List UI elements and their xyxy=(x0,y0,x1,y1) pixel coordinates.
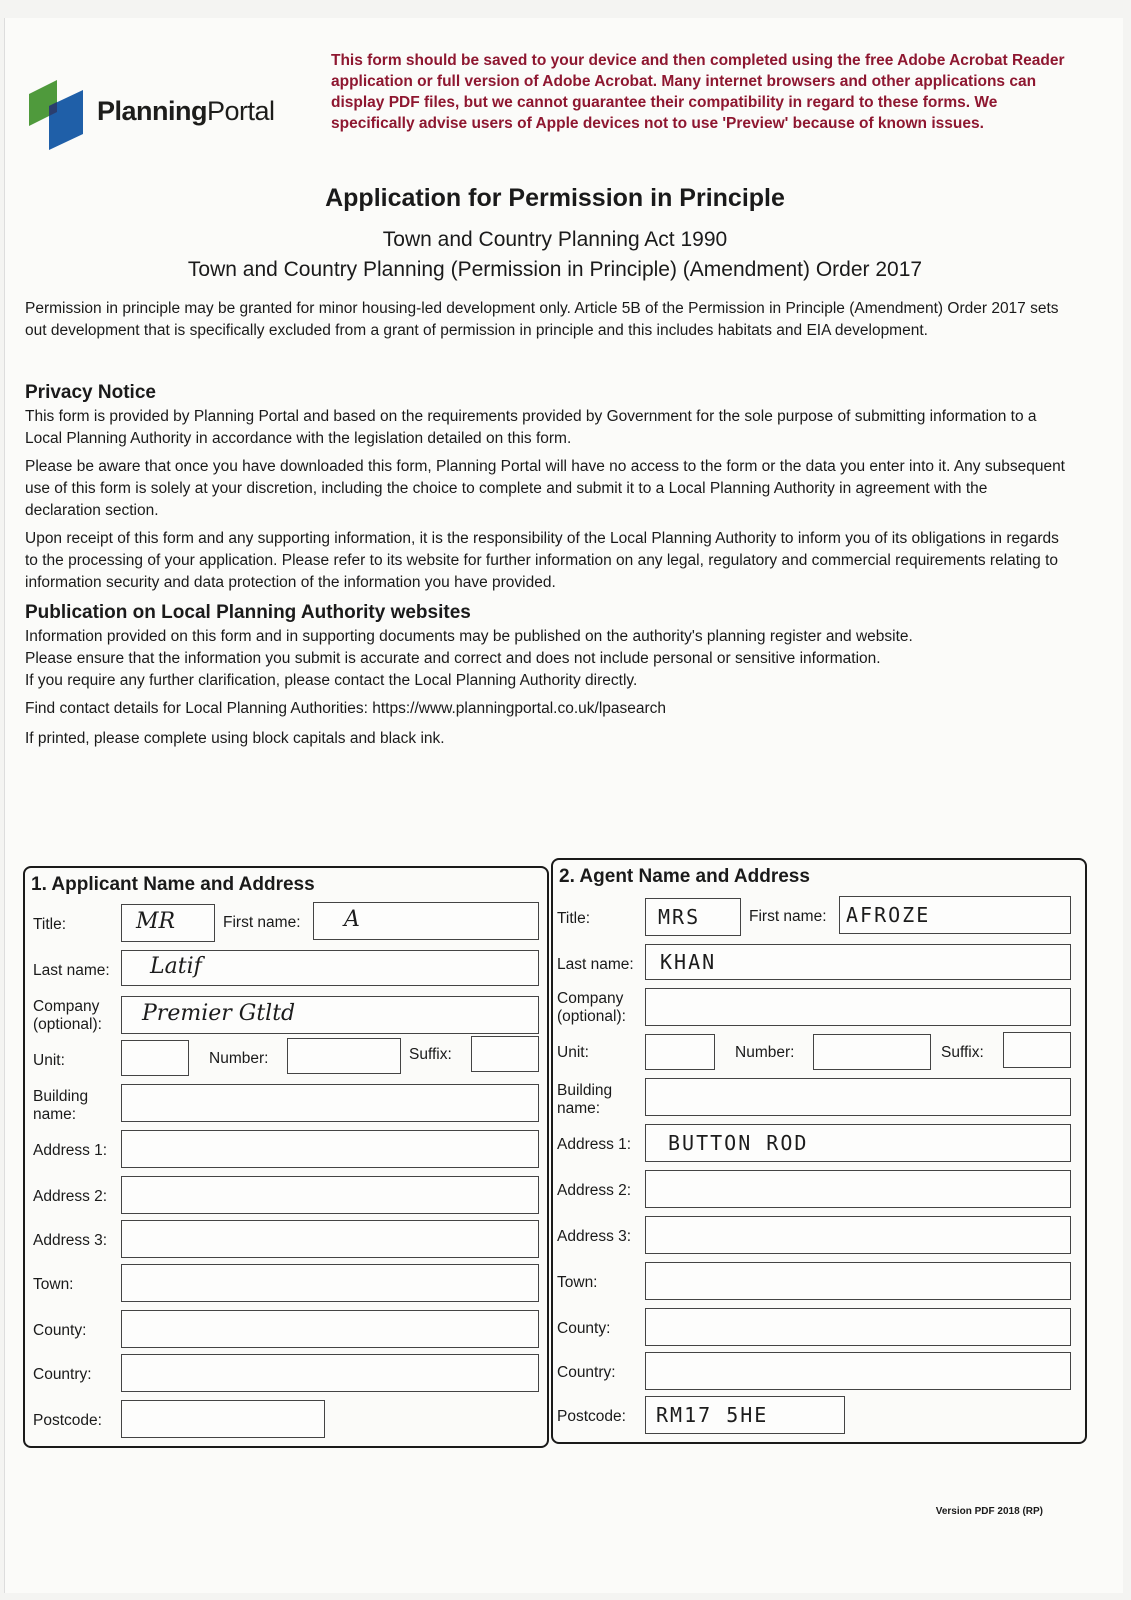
applicant-last-name-label: Last name: xyxy=(33,962,110,979)
applicant-company-label: Company (optional): xyxy=(33,998,102,1033)
applicant-address3-field[interactable] xyxy=(121,1220,539,1258)
privacy-p3: Upon receipt of this form and any supporting information, it is the responsibility of the Local Planning Authority to inform you of its obligations in regards to the processing of your application. Please refer to its website for further information on any legal, regulatory and commercial requirements relating to information security and data protection of the information you have provided. xyxy=(25,530,1059,591)
agent-title-field[interactable] xyxy=(645,898,741,936)
agent-last-name-label: Last name: xyxy=(557,956,634,973)
agent-county-label: County: xyxy=(557,1320,611,1337)
intro-text: Permission in principle may be granted for minor housing-led development only. Article 5B of the Permission in Principle (Amendment) Order 2017 sets out development that is specifically excluded from a grant of permission in principle and this includes habitats and EIA development. xyxy=(25,300,1059,339)
agent-building-label: Building name: xyxy=(557,1082,613,1117)
agent-postcode-field[interactable] xyxy=(645,1396,845,1434)
privacy-heading: Privacy Notice xyxy=(25,382,156,403)
applicant-suffix-label: Suffix: xyxy=(409,1046,452,1063)
applicant-address2-label: Address 2: xyxy=(33,1188,108,1205)
agent-county-field[interactable] xyxy=(645,1308,1071,1346)
applicant-address3-label: Address 3: xyxy=(33,1232,108,1249)
agent-unit-field[interactable] xyxy=(645,1034,715,1070)
publication-heading: Publication on Local Planning Authority websites xyxy=(25,602,471,623)
applicant-postcode-label: Postcode: xyxy=(33,1412,102,1429)
agent-building-field[interactable] xyxy=(645,1078,1071,1116)
applicant-last-name-field[interactable] xyxy=(121,950,539,986)
applicant-town-label: Town: xyxy=(33,1276,74,1293)
applicant-company-value: Premier Gtltd xyxy=(142,1001,296,1026)
agent-last-name-field[interactable] xyxy=(645,944,1071,980)
agent-address1-value: BUTTON ROD xyxy=(668,1131,809,1155)
agent-last-name-value: KHAN xyxy=(660,950,717,974)
applicant-country-field[interactable] xyxy=(121,1354,539,1392)
applicant-unit-label: Unit: xyxy=(33,1052,65,1069)
applicant-title-value: MR xyxy=(136,909,176,934)
publication-p4: Find contact details for Local Planning Authorities: https://www.planningportal.co.uk/lpasearch xyxy=(25,700,667,717)
agent-address3-label: Address 3: xyxy=(557,1228,632,1245)
applicant-last-name-value: Latif xyxy=(150,954,202,979)
applicant-address1-field[interactable] xyxy=(121,1130,539,1168)
agent-first-name-value: AFROZE xyxy=(846,903,931,927)
agent-suffix-field[interactable] xyxy=(1003,1032,1071,1068)
applicant-address1-label: Address 1: xyxy=(33,1142,108,1159)
applicant-number-field[interactable] xyxy=(287,1038,401,1074)
applicant-first-name-field[interactable] xyxy=(313,902,539,940)
agent-address2-field[interactable] xyxy=(645,1170,1071,1208)
logo-mark-icon xyxy=(27,78,91,158)
publication-p5: If printed, please complete using block capitals and black ink. xyxy=(25,730,445,747)
applicant-number-label: Number: xyxy=(209,1050,269,1067)
applicant-section xyxy=(23,866,549,1448)
agent-title-value: MRS xyxy=(658,905,701,929)
agent-town-field[interactable] xyxy=(645,1262,1071,1300)
applicant-company-field[interactable] xyxy=(121,996,539,1034)
applicant-heading: 1. Applicant Name and Address xyxy=(31,874,315,895)
applicant-title-label: Title: xyxy=(33,916,67,933)
agent-unit-label: Unit: xyxy=(557,1044,589,1061)
applicant-town-field[interactable] xyxy=(121,1264,539,1302)
page-title: Application for Permission in Principle xyxy=(325,184,785,212)
agent-section xyxy=(551,858,1087,1444)
agent-country-field[interactable] xyxy=(645,1352,1071,1390)
agent-first-name-field[interactable] xyxy=(839,896,1071,934)
applicant-county-label: County: xyxy=(33,1322,87,1339)
planning-portal-logo xyxy=(27,78,317,168)
agent-number-label: Number: xyxy=(735,1044,795,1061)
agent-suffix-label: Suffix: xyxy=(941,1044,984,1061)
agent-postcode-value: RM17 5HE xyxy=(656,1403,769,1427)
publication-p3: If you require any further clarification, please contact the Local Planning Authority directly. xyxy=(25,672,638,689)
publication-p1: Information provided on this form and in supporting documents may be published on the authority's planning register and website. xyxy=(25,628,913,645)
agent-first-name-label: First name: xyxy=(749,908,827,925)
logo-text: PlanningPortal xyxy=(97,96,275,126)
applicant-title-field[interactable] xyxy=(121,904,215,942)
agent-title-label: Title: xyxy=(557,910,591,927)
privacy-p1: This form is provided by Planning Portal and based on the requirements provided by Government for the sole purpose of submitting information to a Local Planning Authority in accordance with the legislation detailed on this form. xyxy=(25,408,1037,447)
publication-p2: Please ensure that the information you submit is accurate and correct and does not include personal or sensitive information. xyxy=(25,650,881,667)
applicant-first-name-label: First name: xyxy=(223,914,301,931)
agent-postcode-label: Postcode: xyxy=(557,1408,626,1425)
agent-number-field[interactable] xyxy=(813,1034,931,1070)
applicant-postcode-field[interactable] xyxy=(121,1400,325,1438)
form-page xyxy=(4,18,1123,1593)
applicant-building-label: Building name: xyxy=(33,1088,89,1123)
agent-town-label: Town: xyxy=(557,1274,598,1291)
privacy-p2: Please be aware that once you have downloaded this form, Planning Portal will have no access to the form or the data you enter into it. Any subsequent use of this form is solely at your discretion, including the choice to complete and submit it to a Local Planning Authority in agreement with the declaration section. xyxy=(25,458,1065,519)
agent-address3-field[interactable] xyxy=(645,1216,1071,1254)
agent-company-label: Company (optional): xyxy=(557,990,626,1025)
applicant-address2-field[interactable] xyxy=(121,1176,539,1214)
order-subtitle: Town and Country Planning (Permission in Principle) (Amendment) Order 2017 xyxy=(187,258,923,281)
applicant-first-name-value: A xyxy=(344,907,360,932)
applicant-building-field[interactable] xyxy=(121,1084,539,1122)
applicant-county-field[interactable] xyxy=(121,1310,539,1348)
browser-notice: This form should be saved to your device and then completed using the free Adobe Acrobat Reader application or full version of Adobe Acrobat. Many internet browsers and other applications can display PDF files, but we cannot guarantee their compatibility in regard to these forms. We specifically advise users of Apple devices not to use 'Preview' because of known issues. xyxy=(331,52,1065,132)
applicant-unit-field[interactable] xyxy=(121,1040,189,1076)
agent-address1-field[interactable] xyxy=(645,1124,1071,1162)
agent-address1-label: Address 1: xyxy=(557,1136,632,1153)
version-label: Version PDF 2018 (RP) xyxy=(935,1506,1043,1517)
agent-address2-label: Address 2: xyxy=(557,1182,632,1199)
applicant-country-label: Country: xyxy=(33,1366,92,1383)
agent-heading: 2. Agent Name and Address xyxy=(559,866,810,887)
applicant-suffix-field[interactable] xyxy=(471,1036,539,1072)
agent-country-label: Country: xyxy=(557,1364,616,1381)
agent-company-field[interactable] xyxy=(645,988,1071,1026)
act-subtitle: Town and Country Planning Act 1990 xyxy=(382,228,728,251)
